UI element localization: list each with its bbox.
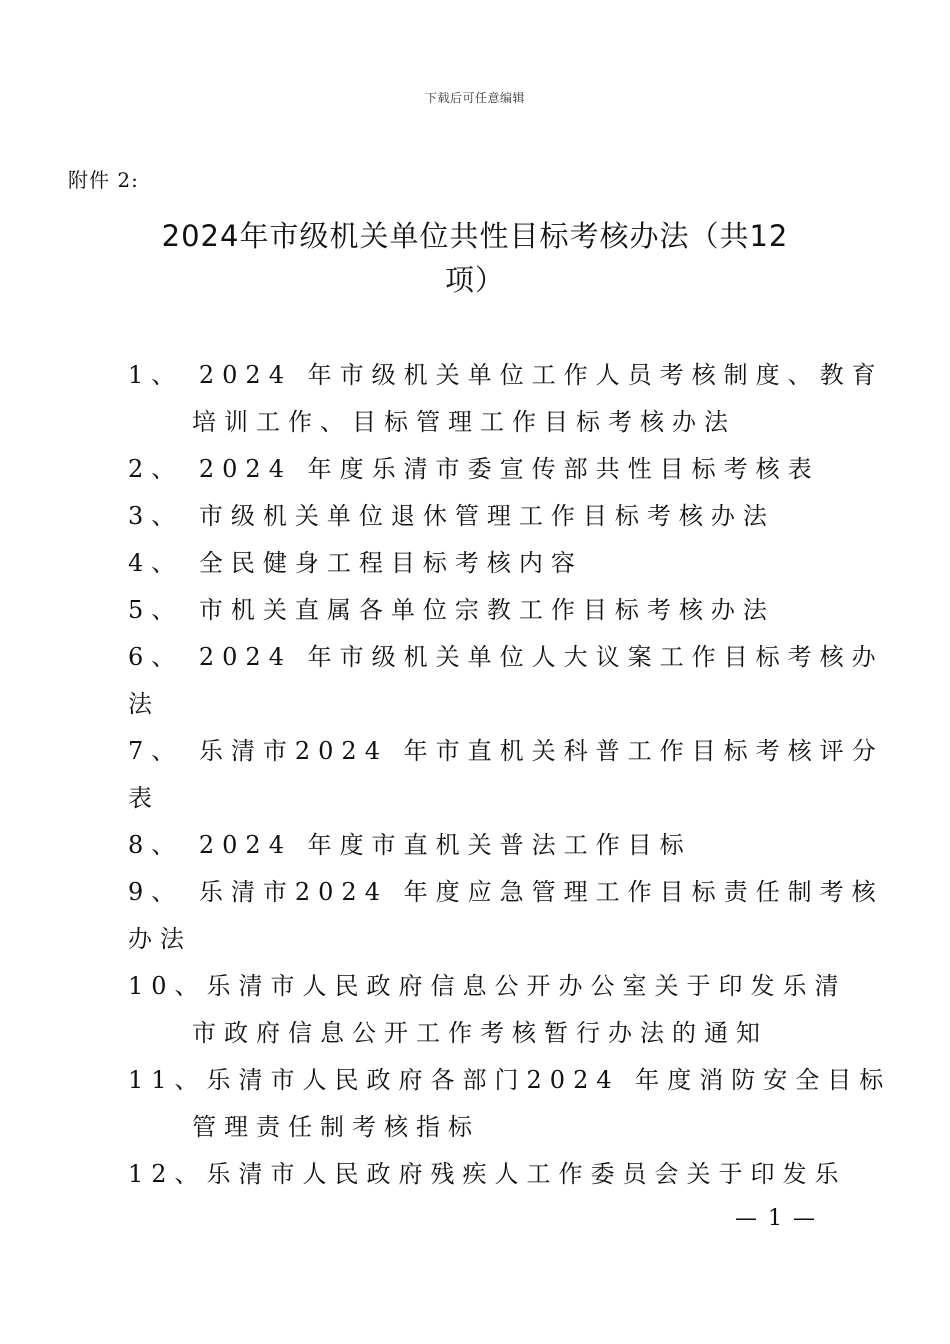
attachment-item-list (128, 352, 892, 1198)
item-line-continued: 市政府信息公开工作考核暂行办法的通知 (192, 1019, 768, 1047)
item-line-continued: 培训工作、目标管理工作目标考核办法 (192, 408, 736, 436)
list-item-9 (128, 869, 884, 963)
item-line: 1、 2024 年市级机关单位工作人员考核制度、教育 (128, 361, 884, 389)
list-item-4 (128, 540, 828, 587)
list-item-2 (128, 446, 828, 493)
list-item-3 (128, 493, 828, 540)
document-title (120, 214, 830, 302)
list-item-12 (128, 1151, 847, 1198)
item-line: 7、 乐清市2024 年市直机关科普工作目标考核评分 (128, 737, 884, 765)
item-line: 6、 2024 年市级机关单位人大议案工作目标考核办 (128, 643, 884, 671)
title-line-2: 项） (444, 263, 505, 297)
list-item-11 (128, 1057, 892, 1151)
item-line: 5、 市机关直属各单位宗教工作目标考核办法 (128, 596, 775, 624)
item-line: 2、 2024 年度乐清市委宣传部共性目标考核表 (128, 455, 820, 483)
list-item-5 (128, 587, 828, 634)
item-line: 10、乐清市人民政府信息公开办公室关于印发乐清 (128, 972, 847, 1000)
item-line: 8、 2024 年度市直机关普法工作目标 (128, 831, 692, 859)
list-item-7 (128, 728, 884, 822)
list-item-6 (128, 634, 884, 728)
item-line-continued: 管理责任制考核指标 (192, 1113, 480, 1141)
item-line-continued: 办法 (128, 925, 192, 953)
attachment-label: 附件 2: (68, 168, 139, 192)
list-item-1 (128, 352, 884, 446)
list-item-8 (128, 822, 828, 869)
page-number: — 1 — (735, 1206, 817, 1231)
header-note: 下载后可任意编辑 (424, 91, 525, 105)
item-line-continued: 法 (128, 690, 160, 718)
list-item-10 (128, 963, 847, 1057)
item-line: 4、 全民健身工程目标考核内容 (128, 549, 583, 577)
title-line-1: 2024年市级机关单位共性目标考核办法（共12 (161, 219, 789, 253)
item-line: 11、乐清市人民政府各部门2024 年度消防安全目标 (128, 1066, 892, 1094)
item-line-continued: 表 (128, 784, 160, 812)
item-line: 3、 市级机关单位退休管理工作目标考核办法 (128, 502, 775, 530)
item-line: 12、乐清市人民政府残疾人工作委员会关于印发乐 (128, 1160, 847, 1188)
item-line: 9、 乐清市2024 年度应急管理工作目标责任制考核 (128, 878, 884, 906)
